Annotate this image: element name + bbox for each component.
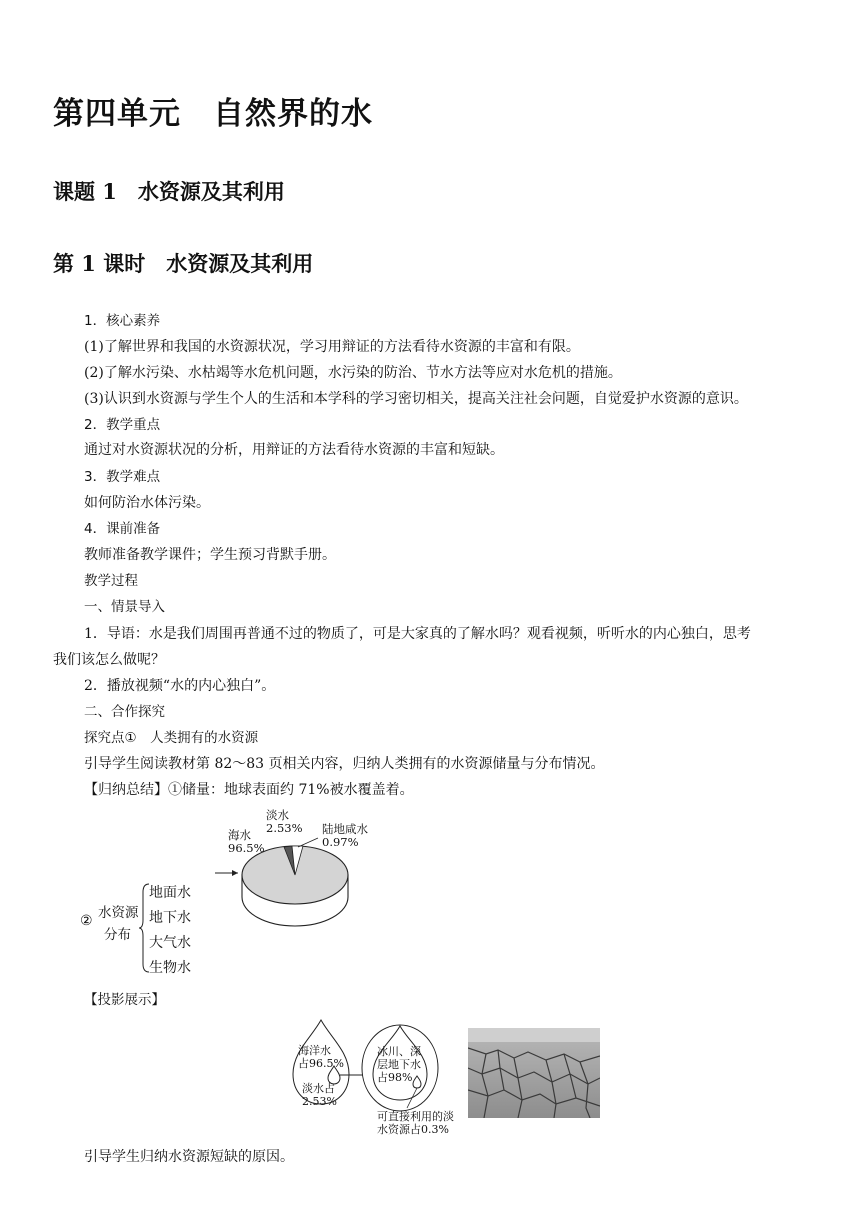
seawater-label — [228, 829, 265, 855]
fresh-drop-label-2: 2.53% — [302, 1095, 337, 1108]
distribution-item: 地面水 — [149, 885, 191, 901]
summary-line — [84, 780, 414, 800]
topic-title: 课题 1 水资源及其利用 — [53, 179, 285, 204]
fresh-pct: 2.53% — [266, 821, 303, 835]
distribution-label-2: 分布 — [104, 927, 131, 943]
core-item-3: (3)认识到水资源与学生个人的生活和本学科的学习密切相关，提高关注社会问题，自觉爱护水资源的意识。 — [84, 391, 748, 407]
distribution-item: 地下水 — [149, 910, 191, 926]
distribution-label-1: 水资源 — [98, 905, 139, 921]
explore-label: 探究点① 人类拥有的水资源 — [84, 730, 259, 746]
fresh-name: 淡水 — [266, 808, 289, 822]
ocean-label-2: 占96.5% — [298, 1057, 344, 1070]
focus-label: 2．教学重点 — [84, 417, 161, 433]
usable-label-2: 水资源占0.3% — [377, 1123, 449, 1136]
projection-label: 【投影展示】 — [84, 992, 165, 1008]
unit-title: 第四单元 自然界的水 — [53, 96, 373, 132]
coop-label: 二、合作探究 — [84, 704, 165, 720]
intro-text-1-cont: 我们该怎么做呢？ — [53, 652, 165, 668]
fresh-water-label — [266, 809, 303, 835]
core-item-1: (1)了解世界和我国的水资源状况，学习用辩证的方法看待水资源的丰富和有限。 — [84, 339, 580, 355]
intro-text-1: 1．导语：水是我们周围再普通不过的物质了，可是大家真的了解水吗？观看视频，听听水的内心独白，思考 — [84, 626, 751, 642]
guide-text: 引导学生阅读教材第 82～83 页相关内容，归纳人类拥有的水资源储量与分布情况。 — [84, 756, 605, 772]
fresh-drop-label-1: 淡水占 — [302, 1082, 335, 1095]
process-label: 教学过程 — [84, 573, 138, 589]
prep-label: 4．课前准备 — [84, 521, 161, 537]
ocean-label — [298, 1044, 344, 1070]
saline-name: 陆地咸水 — [322, 822, 368, 836]
usable-label-1: 可直接利用的淡 — [377, 1110, 454, 1123]
lesson-title: 第 1 课时 水资源及其利用 — [53, 251, 314, 276]
summary-label: 【归纳总结】 — [84, 782, 168, 798]
fresh-drop-label — [302, 1082, 337, 1108]
distribution-item: 生物水 — [149, 960, 191, 976]
prep-text: 教师准备教学课件；学生预习背默手册。 — [84, 547, 336, 563]
cracked-earth-photo — [468, 1028, 600, 1118]
glacier-label — [377, 1045, 421, 1084]
core-label: 1．核心素养 — [84, 313, 161, 329]
focus-text: 通过对水资源状况的分析，用辩证的方法看待水资源的丰富和短缺。 — [84, 442, 504, 458]
distribution-list — [149, 881, 191, 981]
summary-text: ①储量：地球表面约 71%被水覆盖着。 — [168, 782, 414, 798]
seawater-pct: 96.5% — [228, 841, 265, 855]
glacier-label-2: 层地下水 — [377, 1058, 421, 1071]
distribution-item: 大气水 — [149, 935, 191, 951]
arrow-head — [232, 870, 238, 876]
usable-label — [377, 1110, 454, 1136]
distribution-marker: ② — [80, 913, 93, 929]
saline-water-label — [322, 823, 368, 849]
intro-text-2: 2．播放视频“水的内心独白”。 — [84, 678, 276, 694]
core-item-2: (2)了解水污染、水枯竭等水危机问题，水污染的防治、节水方法等应对水危机的措施。 — [84, 365, 622, 381]
saline-leader-line — [298, 838, 318, 847]
saline-pct: 0.97% — [322, 835, 359, 849]
difficulty-text: 如何防治水体污染。 — [84, 495, 210, 511]
seawater-name: 海水 — [228, 828, 251, 842]
glacier-label-3: 占98% — [377, 1071, 413, 1084]
intro-label: 一、情景导入 — [84, 599, 165, 615]
reason-text: 引导学生归纳水资源短缺的原因。 — [84, 1149, 294, 1165]
distribution-label — [98, 902, 139, 946]
glacier-label-1: 冰川、深 — [377, 1045, 421, 1058]
ocean-label-1: 海洋水 — [298, 1044, 331, 1057]
difficulty-label: 3．教学难点 — [84, 469, 161, 485]
